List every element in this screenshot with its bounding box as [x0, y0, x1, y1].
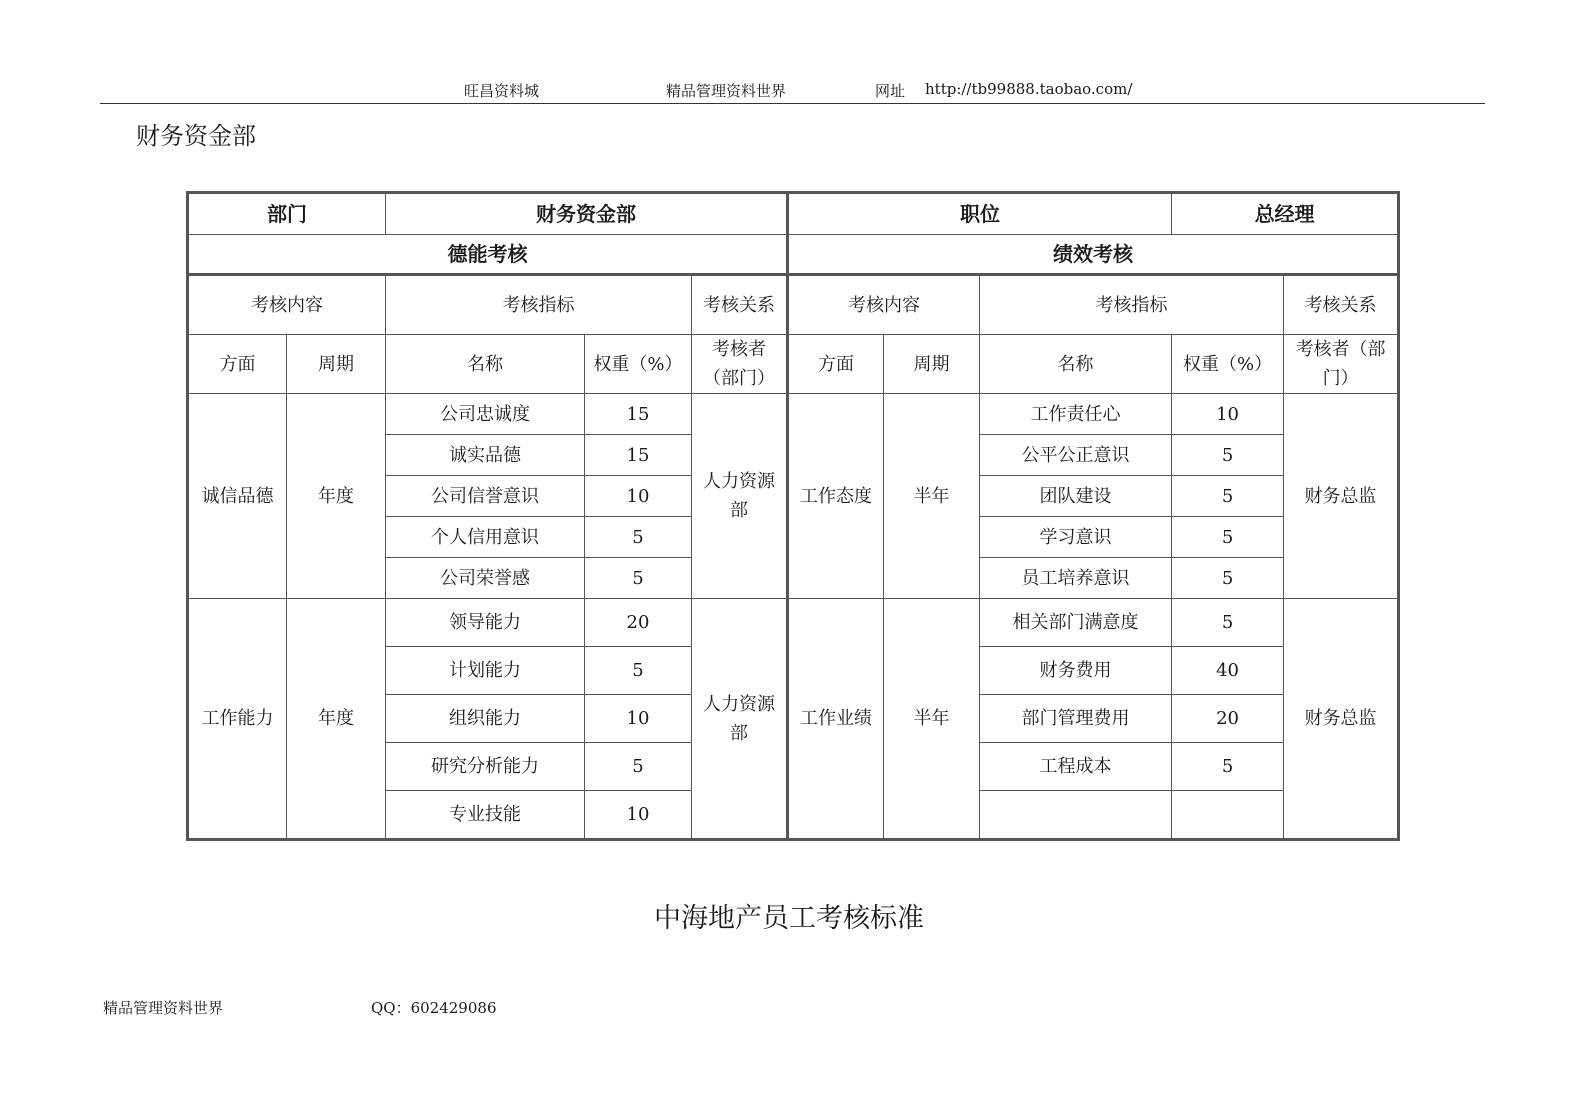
ethics-item-name: 专业技能: [386, 791, 585, 840]
performance-aspect: 工作业绩: [788, 599, 884, 840]
department-heading: 财务资金部: [136, 122, 256, 150]
table-row: [188, 394, 1399, 435]
performance-item-weight: 10: [1172, 394, 1284, 435]
document-title: 中海地产员工考核标准: [654, 903, 924, 934]
performance-section-title: 绩效考核: [788, 235, 1399, 275]
performance-item-weight: 5: [1172, 558, 1284, 599]
ethics-item-weight: 5: [585, 517, 692, 558]
performance-assessor: 财务总监: [1284, 394, 1399, 599]
ethics-indicator-header: 考核指标: [386, 275, 692, 335]
ethics-relation-header: 考核关系: [692, 275, 788, 335]
ethics-assessor: 人力资源部: [692, 599, 788, 840]
ethics-item-name: 公司忠诚度: [386, 394, 585, 435]
header-site-label: 网址: [875, 82, 906, 100]
performance-item-name: 团队建设: [980, 476, 1172, 517]
ethics-aspect: 工作能力: [188, 599, 287, 840]
ethics-period-header: 周期: [287, 335, 386, 394]
ethics-weight-header: 权重（%）: [585, 335, 692, 394]
footer-world-name: 精品管理资料世界: [103, 999, 224, 1017]
performance-item-name: 公平公正意识: [980, 435, 1172, 476]
ethics-item-name: 公司信誉意识: [386, 476, 585, 517]
ethics-item-weight: 10: [585, 476, 692, 517]
ethics-item-weight: 15: [585, 394, 692, 435]
ethics-aspect: 诚信品德: [188, 394, 287, 599]
performance-indicator-header: 考核指标: [980, 275, 1284, 335]
header-shop-name: 旺昌资料城: [464, 82, 540, 100]
footer-qq: QQ：602429086: [371, 999, 497, 1017]
ethics-item-weight: 10: [585, 695, 692, 743]
performance-item-name: 部门管理费用: [980, 695, 1172, 743]
dept-label: 部门: [188, 193, 386, 235]
performance-item-weight: 5: [1172, 517, 1284, 558]
ethics-aspect-header: 方面: [188, 335, 287, 394]
ethics-item-weight: 10: [585, 791, 692, 840]
performance-item-weight: [1172, 791, 1284, 840]
header-world-name: 精品管理资料世界: [666, 82, 787, 100]
assessment-table: [186, 191, 1400, 841]
header-divider: [100, 103, 1485, 104]
ethics-item-name: 研究分析能力: [386, 743, 585, 791]
performance-item-name: [980, 791, 1172, 840]
performance-content-header: 考核内容: [788, 275, 980, 335]
ethics-item-name: 计划能力: [386, 647, 585, 695]
page-header: [0, 80, 1578, 104]
ethics-item-weight: 20: [585, 599, 692, 647]
performance-name-header: 名称: [980, 335, 1172, 394]
ethics-section-title: 德能考核: [188, 235, 788, 275]
ethics-name-header: 名称: [386, 335, 585, 394]
ethics-period: 年度: [287, 599, 386, 840]
ethics-assessor-header: 考核者（部门）: [692, 335, 788, 394]
performance-period: 半年: [884, 394, 980, 599]
ethics-item-name: 领导能力: [386, 599, 585, 647]
performance-item-weight: 5: [1172, 743, 1284, 791]
performance-assessor-header: 考核者（部门）: [1284, 335, 1399, 394]
ethics-item-weight: 5: [585, 647, 692, 695]
performance-item-weight: 5: [1172, 599, 1284, 647]
performance-item-name: 财务费用: [980, 647, 1172, 695]
performance-item-name: 工程成本: [980, 743, 1172, 791]
header-url-link[interactable]: http://tb99888.taobao.com/: [925, 80, 1133, 98]
ethics-item-name: 个人信用意识: [386, 517, 585, 558]
performance-item-weight: 20: [1172, 695, 1284, 743]
performance-aspect: 工作态度: [788, 394, 884, 599]
table-row: [188, 599, 1399, 647]
performance-item-name: 相关部门满意度: [980, 599, 1172, 647]
performance-item-name: 工作责任心: [980, 394, 1172, 435]
ethics-item-name: 公司荣誉感: [386, 558, 585, 599]
position-value: 总经理: [1172, 193, 1399, 235]
ethics-assessor: 人力资源部: [692, 394, 788, 599]
ethics-item-name: 组织能力: [386, 695, 585, 743]
performance-item-name: 员工培养意识: [980, 558, 1172, 599]
performance-item-weight: 5: [1172, 435, 1284, 476]
performance-relation-header: 考核关系: [1284, 275, 1399, 335]
ethics-period: 年度: [287, 394, 386, 599]
performance-weight-header: 权重（%）: [1172, 335, 1284, 394]
ethics-item-name: 诚实品德: [386, 435, 585, 476]
ethics-item-weight: 15: [585, 435, 692, 476]
performance-period-header: 周期: [884, 335, 980, 394]
performance-item-weight: 5: [1172, 476, 1284, 517]
ethics-content-header: 考核内容: [188, 275, 386, 335]
performance-period: 半年: [884, 599, 980, 840]
performance-aspect-header: 方面: [788, 335, 884, 394]
ethics-item-weight: 5: [585, 558, 692, 599]
performance-item-name: 学习意识: [980, 517, 1172, 558]
performance-item-weight: 40: [1172, 647, 1284, 695]
position-label: 职位: [788, 193, 1172, 235]
performance-assessor: 财务总监: [1284, 599, 1399, 840]
ethics-item-weight: 5: [585, 743, 692, 791]
dept-value: 财务资金部: [386, 193, 788, 235]
